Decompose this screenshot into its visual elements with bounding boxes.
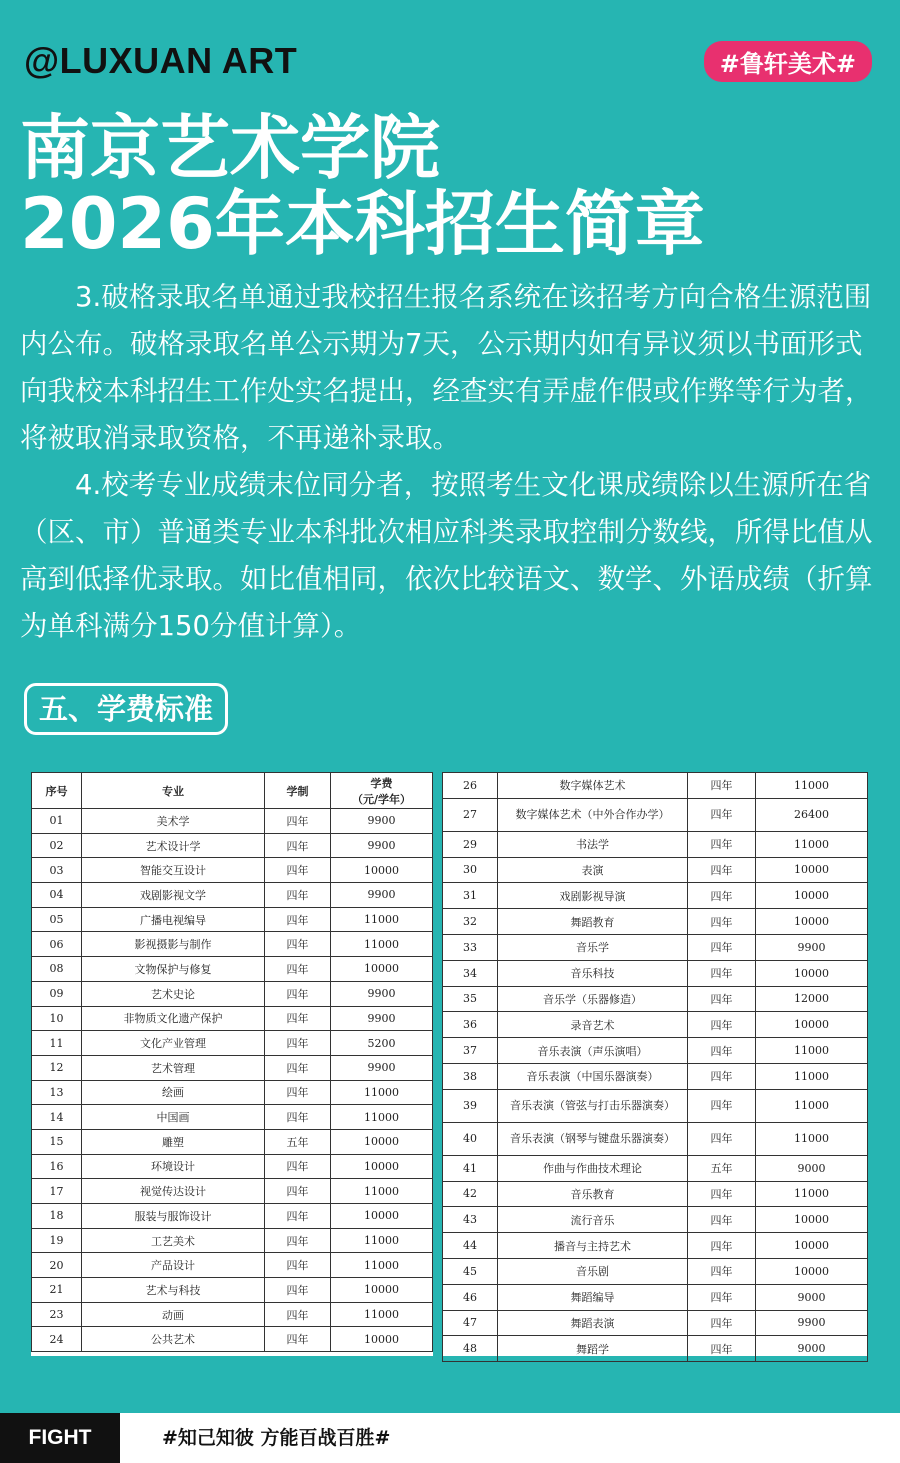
table-row xyxy=(443,909,868,935)
cell-major: 音乐剧 xyxy=(498,1258,688,1284)
cell-no: 38 xyxy=(443,1063,498,1089)
cell-fee: 10000 xyxy=(331,1327,433,1352)
cell-no: 44 xyxy=(443,1233,498,1259)
cell-duration: 四年 xyxy=(688,831,756,857)
cell-duration: 四年 xyxy=(265,1253,331,1278)
cell-duration: 四年 xyxy=(688,1122,756,1155)
table-row xyxy=(32,1105,433,1130)
cell-duration: 四年 xyxy=(688,1181,756,1207)
cell-major: 戏剧影视导演 xyxy=(498,883,688,909)
cell-no: 36 xyxy=(443,1012,498,1038)
cell-fee: 11000 xyxy=(756,1122,868,1155)
cell-major: 音乐表演（管弦与打击乐器演奏） xyxy=(498,1089,688,1122)
cell-no: 46 xyxy=(443,1284,498,1310)
footer-slogan: #知己知彼 方能百战百胜# xyxy=(162,1427,391,1449)
cell-no: 41 xyxy=(443,1155,498,1181)
cell-major: 舞蹈学 xyxy=(498,1336,688,1362)
table-row xyxy=(443,1038,868,1064)
cell-duration: 四年 xyxy=(265,1031,331,1056)
table-header-row xyxy=(32,773,433,809)
table-row xyxy=(443,1089,868,1122)
cell-duration: 四年 xyxy=(688,1063,756,1089)
cell-duration: 四年 xyxy=(265,1179,331,1204)
cell-duration: 四年 xyxy=(265,1055,331,1080)
cell-major: 影视摄影与制作 xyxy=(82,932,265,957)
table-row xyxy=(32,957,433,982)
cell-no: 09 xyxy=(32,981,82,1006)
table-row xyxy=(443,1233,868,1259)
cell-fee: 9000 xyxy=(756,1155,868,1181)
cell-major: 录音艺术 xyxy=(498,1012,688,1038)
table-row xyxy=(32,1228,433,1253)
cell-duration: 四年 xyxy=(688,1284,756,1310)
paragraph-4: 4.校考专业成绩末位同分者，按照考生文化课成绩除以生源所在省（区、市）普通类专业本科批次相应科类录取控制分数线，所得比值从高到低择优录取。如比值相同，依次比较语文、数学、外语成绩（折算为单科满分150分值计算）。 xyxy=(20,469,873,642)
table-row xyxy=(443,1336,868,1362)
cell-duration: 四年 xyxy=(688,1207,756,1233)
table-row xyxy=(443,986,868,1012)
table-row xyxy=(32,1006,433,1031)
cell-no: 03 xyxy=(32,858,82,883)
cell-fee: 11000 xyxy=(756,1089,868,1122)
tuition-table-left xyxy=(31,772,433,1352)
brand-watermark: @LUXUAN ART xyxy=(24,40,298,81)
cell-duration: 四年 xyxy=(688,1336,756,1362)
header-fee-line2: （元/学年） xyxy=(351,792,412,806)
cell-fee: 10000 xyxy=(756,1012,868,1038)
cell-no: 02 xyxy=(32,833,82,858)
table-row xyxy=(443,1122,868,1155)
cell-fee: 11000 xyxy=(331,1105,433,1130)
cell-duration: 四年 xyxy=(688,1233,756,1259)
table-row xyxy=(443,1258,868,1284)
cell-fee: 11000 xyxy=(331,1302,433,1327)
table-row xyxy=(32,932,433,957)
table-row xyxy=(443,1207,868,1233)
cell-major: 表演 xyxy=(498,857,688,883)
header-no: 序号 xyxy=(32,773,82,809)
cell-fee: 9900 xyxy=(331,833,433,858)
cell-major: 书法学 xyxy=(498,831,688,857)
cell-no: 48 xyxy=(443,1336,498,1362)
cell-major: 舞蹈教育 xyxy=(498,909,688,935)
cell-fee: 10000 xyxy=(331,1204,433,1229)
cell-duration: 四年 xyxy=(265,1278,331,1303)
cell-fee: 10000 xyxy=(331,1129,433,1154)
cell-no: 27 xyxy=(443,798,498,831)
cell-no: 24 xyxy=(32,1327,82,1352)
cell-major: 非物质文化遗产保护 xyxy=(82,1006,265,1031)
cell-no: 18 xyxy=(32,1204,82,1229)
cell-fee: 11000 xyxy=(331,932,433,957)
cell-major: 播音与主持艺术 xyxy=(498,1233,688,1259)
cell-major: 音乐教育 xyxy=(498,1181,688,1207)
cell-no: 43 xyxy=(443,1207,498,1233)
cell-fee: 26400 xyxy=(756,798,868,831)
cell-fee: 12000 xyxy=(756,986,868,1012)
table-row xyxy=(32,1080,433,1105)
table-row xyxy=(32,1129,433,1154)
cell-major: 环境设计 xyxy=(82,1154,265,1179)
cell-duration: 四年 xyxy=(688,798,756,831)
cell-no: 01 xyxy=(32,809,82,834)
cell-fee: 9000 xyxy=(756,1336,868,1362)
cell-duration: 四年 xyxy=(265,1204,331,1229)
cell-duration: 四年 xyxy=(265,932,331,957)
cell-fee: 10000 xyxy=(331,957,433,982)
cell-duration: 四年 xyxy=(265,1105,331,1130)
cell-fee: 11000 xyxy=(331,1179,433,1204)
cell-fee: 9900 xyxy=(331,809,433,834)
cell-no: 23 xyxy=(32,1302,82,1327)
cell-fee: 11000 xyxy=(756,1038,868,1064)
cell-major: 数字媒体艺术 xyxy=(498,773,688,799)
cell-no: 30 xyxy=(443,857,498,883)
cell-no: 13 xyxy=(32,1080,82,1105)
cell-fee: 9900 xyxy=(331,1055,433,1080)
cell-duration: 四年 xyxy=(688,1258,756,1284)
cell-duration: 四年 xyxy=(265,883,331,908)
cell-fee: 9900 xyxy=(331,1006,433,1031)
cell-no: 08 xyxy=(32,957,82,982)
cell-major: 音乐学（乐器修造） xyxy=(498,986,688,1012)
table-row xyxy=(32,1327,433,1352)
cell-no: 04 xyxy=(32,883,82,908)
cell-no: 21 xyxy=(32,1278,82,1303)
footer-label: FIGHT xyxy=(0,1413,120,1463)
header-fee xyxy=(331,773,433,809)
tuition-table-right xyxy=(442,772,868,1362)
cell-no: 10 xyxy=(32,1006,82,1031)
cell-no: 39 xyxy=(443,1089,498,1122)
cell-fee: 10000 xyxy=(756,1233,868,1259)
cell-major: 音乐表演（中国乐器演奏） xyxy=(498,1063,688,1089)
cell-duration: 四年 xyxy=(688,857,756,883)
cell-fee: 9000 xyxy=(756,1284,868,1310)
cell-major: 视觉传达设计 xyxy=(82,1179,265,1204)
cell-no: 15 xyxy=(32,1129,82,1154)
cell-fee: 11000 xyxy=(756,1063,868,1089)
table-row xyxy=(443,773,868,799)
cell-fee: 10000 xyxy=(756,909,868,935)
header-duration: 学制 xyxy=(265,773,331,809)
table-row xyxy=(32,809,433,834)
cell-no: 29 xyxy=(443,831,498,857)
cell-fee: 10000 xyxy=(331,1154,433,1179)
table-row xyxy=(32,1278,433,1303)
cell-no: 20 xyxy=(32,1253,82,1278)
table-row xyxy=(443,883,868,909)
cell-no: 42 xyxy=(443,1181,498,1207)
cell-duration: 四年 xyxy=(265,981,331,1006)
cell-duration: 四年 xyxy=(265,833,331,858)
table-row xyxy=(32,1179,433,1204)
cell-major: 作曲与作曲技术理论 xyxy=(498,1155,688,1181)
cell-fee: 10000 xyxy=(756,883,868,909)
page-title-line2: 2026年本科招生简章 xyxy=(20,183,705,265)
cell-no: 40 xyxy=(443,1122,498,1155)
cell-major: 中国画 xyxy=(82,1105,265,1130)
table-row xyxy=(443,1181,868,1207)
cell-major: 音乐科技 xyxy=(498,960,688,986)
cell-fee: 11000 xyxy=(331,1080,433,1105)
cell-major: 绘画 xyxy=(82,1080,265,1105)
cell-no: 05 xyxy=(32,907,82,932)
table-row xyxy=(443,960,868,986)
cell-duration: 四年 xyxy=(265,1080,331,1105)
header-fee-line1: 学费 xyxy=(370,776,393,790)
cell-no: 34 xyxy=(443,960,498,986)
cell-major: 舞蹈编导 xyxy=(498,1284,688,1310)
section-heading: 五、学费标准 xyxy=(24,683,228,735)
cell-major: 工艺美术 xyxy=(82,1228,265,1253)
cell-duration: 四年 xyxy=(265,1154,331,1179)
cell-no: 47 xyxy=(443,1310,498,1336)
cell-major: 艺术设计学 xyxy=(82,833,265,858)
cell-duration: 四年 xyxy=(688,1012,756,1038)
cell-duration: 四年 xyxy=(688,960,756,986)
cell-major: 艺术史论 xyxy=(82,981,265,1006)
cell-no: 37 xyxy=(443,1038,498,1064)
cell-major: 文化产业管理 xyxy=(82,1031,265,1056)
cell-duration: 四年 xyxy=(265,957,331,982)
cell-fee: 9900 xyxy=(331,981,433,1006)
cell-no: 31 xyxy=(443,883,498,909)
cell-major: 流行音乐 xyxy=(498,1207,688,1233)
cell-no: 17 xyxy=(32,1179,82,1204)
cell-fee: 10000 xyxy=(331,1278,433,1303)
hashtag-badge: #鲁轩美术# xyxy=(704,41,872,82)
cell-duration: 四年 xyxy=(688,934,756,960)
cell-no: 26 xyxy=(443,773,498,799)
cell-no: 19 xyxy=(32,1228,82,1253)
cell-major: 音乐表演（声乐演唱） xyxy=(498,1038,688,1064)
cell-fee: 9900 xyxy=(756,1310,868,1336)
table-row xyxy=(32,907,433,932)
cell-major: 音乐表演（钢琴与键盘乐器演奏） xyxy=(498,1122,688,1155)
table-row xyxy=(32,1154,433,1179)
cell-major: 戏剧影视文学 xyxy=(82,883,265,908)
cell-major: 公共艺术 xyxy=(82,1327,265,1352)
header-major: 专业 xyxy=(82,773,265,809)
cell-fee: 9900 xyxy=(756,934,868,960)
cell-no: 32 xyxy=(443,909,498,935)
cell-duration: 四年 xyxy=(265,1228,331,1253)
cell-no: 06 xyxy=(32,932,82,957)
table-row xyxy=(32,1302,433,1327)
cell-duration: 四年 xyxy=(265,858,331,883)
cell-fee: 10000 xyxy=(756,960,868,986)
cell-duration: 五年 xyxy=(688,1155,756,1181)
cell-major: 音乐学 xyxy=(498,934,688,960)
cell-fee: 10000 xyxy=(756,857,868,883)
cell-duration: 四年 xyxy=(688,1089,756,1122)
footer-bar xyxy=(0,1413,900,1463)
cell-fee: 10000 xyxy=(331,858,433,883)
table-row xyxy=(443,1012,868,1038)
page-title-line1: 南京艺术学院 xyxy=(20,107,440,189)
cell-no: 16 xyxy=(32,1154,82,1179)
table-row xyxy=(32,833,433,858)
tuition-table-left-panel xyxy=(31,772,433,1356)
paragraph-3: 3.破格录取名单通过我校招生报名系统在该招考方向合格生源范围内公布。破格录取名单公示期为7天，公示期内如有异议须以书面形式向我校本科招生工作处实名提出，经查实有弄虚作假或作弊等行为者，将被取消录取资格，不再递补录取。 xyxy=(20,281,873,454)
cell-duration: 四年 xyxy=(688,909,756,935)
cell-no: 14 xyxy=(32,1105,82,1130)
cell-fee: 11000 xyxy=(756,831,868,857)
cell-duration: 四年 xyxy=(265,1327,331,1352)
cell-no: 45 xyxy=(443,1258,498,1284)
cell-no: 12 xyxy=(32,1055,82,1080)
table-row xyxy=(443,798,868,831)
cell-duration: 五年 xyxy=(265,1129,331,1154)
cell-no: 35 xyxy=(443,986,498,1012)
table-row xyxy=(32,1204,433,1229)
table-row xyxy=(443,831,868,857)
cell-fee: 11000 xyxy=(331,1228,433,1253)
table-row xyxy=(443,1310,868,1336)
cell-fee: 11000 xyxy=(756,773,868,799)
cell-no: 11 xyxy=(32,1031,82,1056)
table-row xyxy=(32,883,433,908)
table-row xyxy=(443,1155,868,1181)
cell-major: 广播电视编导 xyxy=(82,907,265,932)
cell-major: 数字媒体艺术（中外合作办学） xyxy=(498,798,688,831)
tuition-table-right-panel xyxy=(442,772,868,1356)
cell-duration: 四年 xyxy=(688,883,756,909)
cell-fee: 11000 xyxy=(331,907,433,932)
cell-major: 舞蹈表演 xyxy=(498,1310,688,1336)
cell-major: 艺术与科技 xyxy=(82,1278,265,1303)
cell-major: 智能交互设计 xyxy=(82,858,265,883)
cell-duration: 四年 xyxy=(688,986,756,1012)
cell-duration: 四年 xyxy=(688,1310,756,1336)
cell-duration: 四年 xyxy=(265,1006,331,1031)
table-row xyxy=(443,934,868,960)
cell-major: 产品设计 xyxy=(82,1253,265,1278)
cell-fee: 11000 xyxy=(756,1181,868,1207)
cell-major: 雕塑 xyxy=(82,1129,265,1154)
cell-duration: 四年 xyxy=(688,1038,756,1064)
cell-duration: 四年 xyxy=(265,809,331,834)
cell-duration: 四年 xyxy=(265,907,331,932)
cell-major: 服装与服饰设计 xyxy=(82,1204,265,1229)
cell-fee: 9900 xyxy=(331,883,433,908)
cell-fee: 5200 xyxy=(331,1031,433,1056)
cell-major: 艺术管理 xyxy=(82,1055,265,1080)
cell-major: 文物保护与修复 xyxy=(82,957,265,982)
cell-fee: 10000 xyxy=(756,1258,868,1284)
table-row xyxy=(443,1063,868,1089)
table-row xyxy=(32,858,433,883)
table-row xyxy=(32,1253,433,1278)
cell-major: 动画 xyxy=(82,1302,265,1327)
cell-fee: 10000 xyxy=(756,1207,868,1233)
body-text xyxy=(20,274,882,650)
cell-duration: 四年 xyxy=(265,1302,331,1327)
table-row xyxy=(32,1031,433,1056)
cell-no: 33 xyxy=(443,934,498,960)
table-row xyxy=(32,981,433,1006)
cell-fee: 11000 xyxy=(331,1253,433,1278)
table-row xyxy=(443,857,868,883)
cell-major: 美术学 xyxy=(82,809,265,834)
table-row xyxy=(443,1284,868,1310)
cell-duration: 四年 xyxy=(688,773,756,799)
table-row xyxy=(32,1055,433,1080)
